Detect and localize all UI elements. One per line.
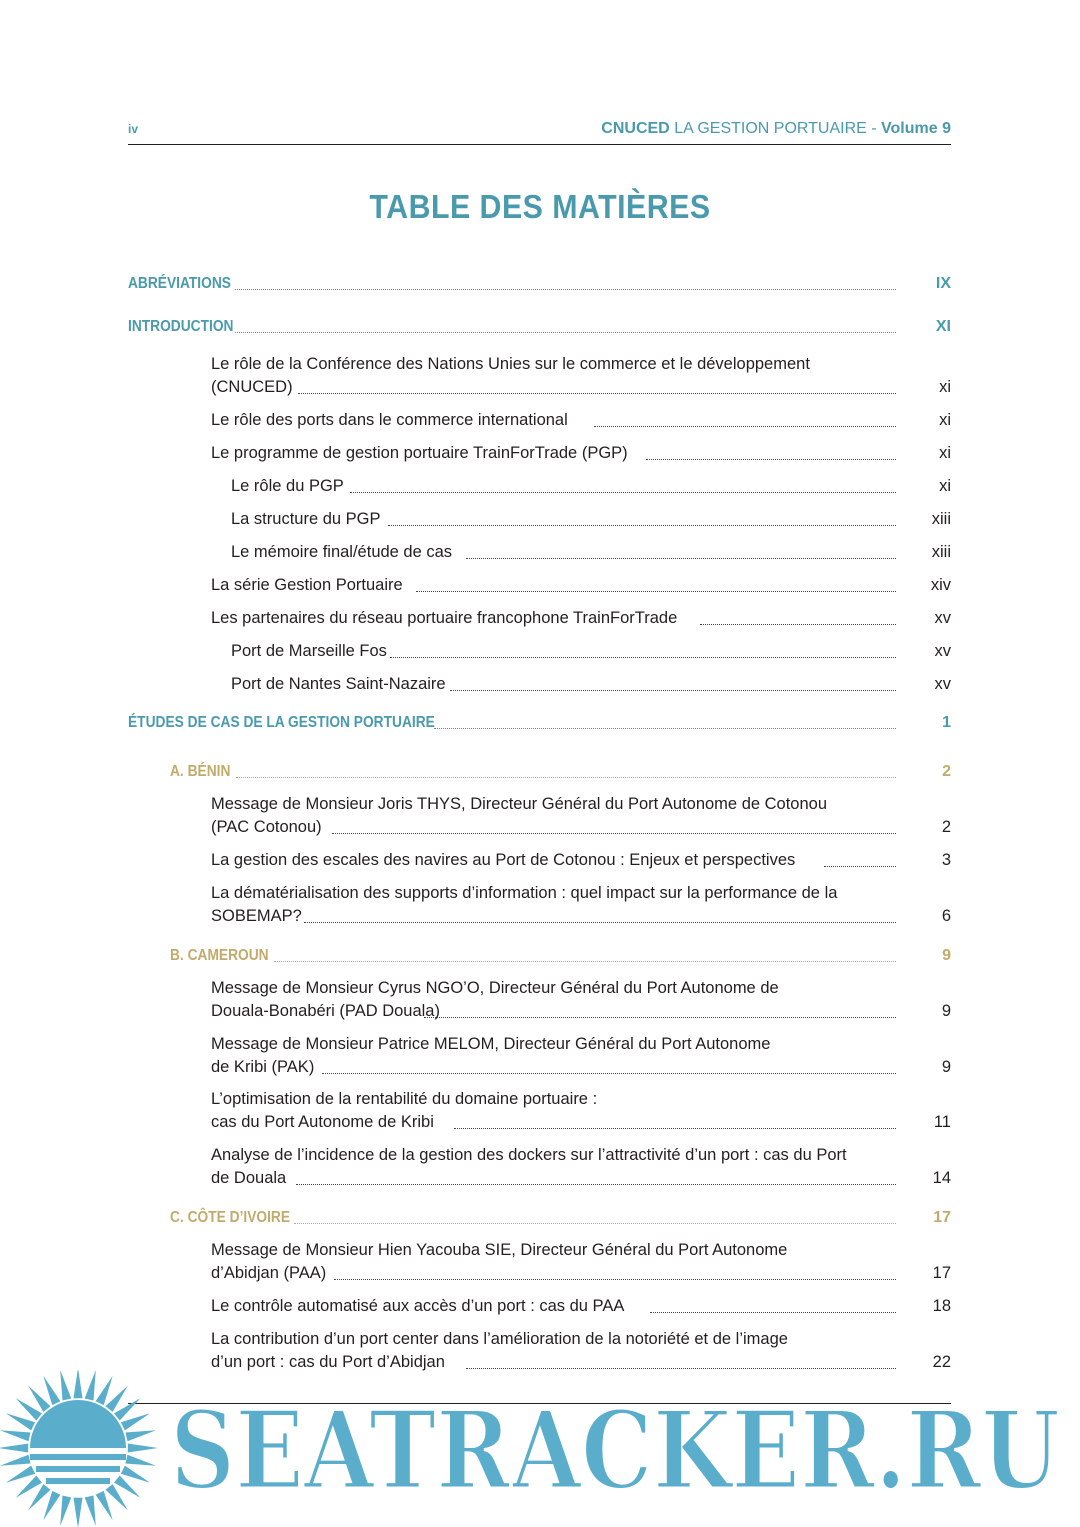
toc-entry-page: xiii	[931, 543, 951, 561]
toc-entry-line2: (CNUCED)	[211, 378, 293, 396]
toc-entry-line1: Analyse de l’incidence de la gestion des dockers sur l’attractivité d’un port : cas du Port	[211, 1146, 847, 1164]
toc-entry-page: xv	[934, 675, 951, 693]
toc-entry-line2: d’un port : cas du Port d’Abidjan	[211, 1353, 445, 1371]
toc-entry[interactable]	[0, 541, 1080, 564]
dot-leader	[334, 1279, 896, 1280]
page-title: TABLE DES MATIÈRES	[369, 188, 711, 225]
toc-entry-page: 1	[942, 714, 951, 731]
toc-entry-line1: L’optimisation de la rentabilité du domaine portuaire :	[211, 1090, 598, 1108]
sun-logo-icon	[0, 1370, 158, 1527]
toc-entry-line2: cas du Port Autonome de Kribi	[211, 1113, 434, 1131]
toc-entry-line1: Message de Monsieur Joris THYS, Directeur Général du Port Autonome de Cotonou	[211, 795, 828, 813]
toc-entry[interactable]	[0, 640, 1080, 663]
toc-entry-line2: de Kribi (PAK)	[211, 1058, 315, 1076]
toc-entry-page: 9	[941, 1002, 951, 1020]
toc-entry-line1: Message de Monsieur Patrice MELOM, Directeur Général du Port Autonome	[211, 1035, 771, 1053]
toc-section-cote-divoire[interactable]	[0, 1206, 1080, 1229]
sun-ray	[85, 1496, 96, 1527]
toc-entry-label: Le programme de gestion portuaire TrainForTrade (PGP)	[211, 444, 628, 462]
dot-leader	[235, 289, 896, 290]
dot-leader	[824, 866, 896, 867]
toc-entry-page: 9	[941, 1058, 951, 1076]
series-name: LA GESTION PORTUAIRE -	[674, 120, 882, 137]
dot-leader	[416, 591, 896, 592]
toc-entry-line1: Message de Monsieur Cyrus NGO’O, Directeur Général du Port Autonome de	[211, 979, 779, 997]
toc-entry-page: 2	[942, 763, 951, 780]
watermark	[0, 1370, 1080, 1527]
sun-ray	[6, 1413, 35, 1430]
dot-leader	[298, 393, 896, 394]
toc-entry-label: La série Gestion Portuaire	[211, 576, 403, 594]
toc-entry[interactable]	[0, 508, 1080, 531]
sun-ray	[43, 1376, 60, 1405]
toc-entry-etudes-de-cas[interactable]	[0, 711, 1080, 734]
toc-entry-line2: de Douala	[211, 1169, 287, 1187]
dot-leader	[454, 1128, 896, 1129]
dot-leader	[332, 833, 896, 834]
dot-leader	[650, 1312, 896, 1313]
sun-ray	[126, 1430, 157, 1441]
sun-ray	[6, 1466, 35, 1483]
toc-entry-introduction[interactable]	[0, 315, 1080, 338]
toc-entry-label: INTRODUCTION	[128, 318, 234, 335]
toc-entry-label: Port de Nantes Saint-Nazaire	[231, 675, 446, 693]
toc-entry[interactable]	[0, 1088, 1080, 1134]
dot-leader	[646, 459, 896, 460]
toc-entry-page: 9	[942, 947, 951, 964]
toc-entry-label: ÉTUDES DE CAS DE LA GESTION PORTUAIRE	[128, 714, 435, 731]
toc-entry-line2: d’Abidjan (PAA)	[211, 1264, 327, 1282]
toc-entry-page: xi	[939, 444, 951, 462]
sun-ray	[121, 1413, 150, 1430]
volume-label: Volume 9	[881, 120, 951, 137]
toc-entry-line1: La contribution d’un port center dans l’amélioration de la notoriété et de l’image	[211, 1330, 788, 1348]
toc-entry-label: C. CÔTE D’IVOIRE	[170, 1209, 291, 1226]
dot-leader	[434, 728, 896, 729]
sun-ray	[60, 1496, 71, 1527]
toc-entry-page: 17	[933, 1209, 951, 1226]
toc-entry-line2: Douala-Bonabéri (PAD Douala)	[211, 1002, 440, 1020]
dot-leader	[450, 690, 896, 691]
toc-entry[interactable]	[0, 882, 1080, 928]
running-title	[601, 120, 951, 138]
toc-entry-page: 18	[932, 1297, 951, 1315]
toc-entry-line2: (PAC Cotonou)	[211, 818, 322, 836]
sun-ray	[0, 1455, 31, 1466]
toc-entry[interactable]	[0, 1295, 1080, 1318]
watermark-text: SEATRACKER.RU	[170, 1388, 1060, 1514]
dot-leader	[388, 525, 896, 526]
toc-entry-page: xi	[939, 378, 951, 396]
dot-leader	[594, 426, 896, 427]
toc-entry-label: Port de Marseille Fos	[231, 642, 387, 660]
dot-leader	[350, 492, 896, 493]
toc-entry[interactable]	[0, 1144, 1080, 1190]
sun-ray	[0, 1430, 31, 1441]
dot-leader	[424, 1017, 896, 1018]
toc-entry[interactable]	[0, 353, 1080, 399]
toc-entry-page: 6	[941, 907, 951, 925]
toc-entry[interactable]	[0, 442, 1080, 465]
toc-entry-page: 17	[932, 1264, 951, 1282]
toc-entry-line2: SOBEMAP?	[211, 907, 302, 925]
toc-entry[interactable]	[0, 1239, 1080, 1285]
dot-leader	[274, 961, 896, 962]
toc-entry[interactable]	[0, 793, 1080, 839]
sun-ray	[74, 1370, 83, 1398]
toc-entry-label: Le contrôle automatisé aux accès d’un port : cas du PAA	[211, 1297, 625, 1315]
toc-entry-line1: Le rôle de la Conférence des Nations Unies sur le commerce et le développement	[211, 355, 810, 373]
toc-entry-page: 11	[933, 1113, 951, 1131]
dot-leader	[294, 1223, 896, 1224]
toc-entry-page: 22	[932, 1353, 951, 1371]
brand-name: CNUCED	[601, 120, 670, 137]
toc-entry-page: XI	[935, 318, 951, 335]
toc-entry-label: Le rôle du PGP	[231, 477, 344, 495]
dot-leader	[296, 1184, 896, 1185]
toc-entry[interactable]	[0, 475, 1080, 498]
toc-entry-page: 3	[941, 851, 951, 869]
toc-section-benin[interactable]	[0, 760, 1080, 783]
toc-entry-page: xv	[934, 609, 951, 627]
sun-ray	[128, 1444, 158, 1453]
toc-entry[interactable]	[0, 977, 1080, 1023]
toc-entry[interactable]	[0, 849, 1080, 872]
toc-entry[interactable]	[0, 409, 1080, 432]
sun-ray	[121, 1466, 150, 1483]
sun-ray	[96, 1376, 113, 1405]
toc-entry-page: xv	[934, 642, 951, 660]
sun-ray	[85, 1370, 96, 1401]
toc-entry-page: xi	[939, 411, 951, 429]
sun-ray	[74, 1498, 83, 1527]
toc-entry[interactable]	[0, 607, 1080, 630]
sun-ray	[60, 1370, 71, 1401]
toc-entry[interactable]	[0, 1033, 1080, 1079]
dot-leader	[466, 1368, 896, 1369]
toc-entry-page: xiv	[930, 576, 951, 594]
dot-leader	[322, 1073, 896, 1074]
toc-entry-label: B. CAMEROUN	[170, 947, 269, 964]
toc-entry-abreviations[interactable]	[0, 272, 1080, 295]
page-number: iv	[128, 122, 139, 136]
dot-leader	[304, 922, 896, 923]
toc-entry-page: xiii	[931, 510, 951, 528]
toc-entry-page: IX	[935, 275, 951, 292]
toc-entry-label: La structure du PGP	[231, 510, 381, 528]
toc-entry-label: La gestion des escales des navires au Port de Cotonou : Enjeux et perspectives	[211, 851, 796, 869]
dot-leader	[235, 332, 896, 333]
toc-section-cameroun[interactable]	[0, 944, 1080, 967]
dot-leader	[466, 558, 896, 559]
toc-entry-label: A. BÉNIN	[170, 763, 231, 780]
sun-ray	[43, 1491, 60, 1520]
toc-entry-line1: Message de Monsieur Hien Yacouba SIE, Directeur Général du Port Autonome	[211, 1241, 788, 1259]
toc-entry[interactable]	[0, 673, 1080, 696]
toc-entry-label: Le rôle des ports dans le commerce international	[211, 411, 568, 429]
toc-entry-page: 2	[941, 818, 951, 836]
toc-entry[interactable]	[0, 574, 1080, 597]
dot-leader	[236, 777, 896, 778]
toc-entry-line1: La dématérialisation des supports d’information : quel impact sur la performance de la	[211, 884, 838, 902]
toc-entry-page: xi	[939, 477, 951, 495]
toc-entry-label: ABRÉVIATIONS	[128, 275, 231, 292]
toc-entry-page: 14	[932, 1169, 951, 1187]
toc-entry[interactable]	[0, 1328, 1080, 1374]
sun-ray	[126, 1455, 157, 1466]
dot-leader	[700, 624, 896, 625]
dot-leader	[390, 657, 896, 658]
toc-entry-label: Le mémoire final/étude de cas	[231, 543, 453, 561]
running-header	[128, 118, 951, 145]
sun-ray	[96, 1491, 113, 1520]
toc-entry-label: Les partenaires du réseau portuaire francophone TrainForTrade	[211, 609, 678, 627]
sun-ray	[0, 1444, 28, 1453]
